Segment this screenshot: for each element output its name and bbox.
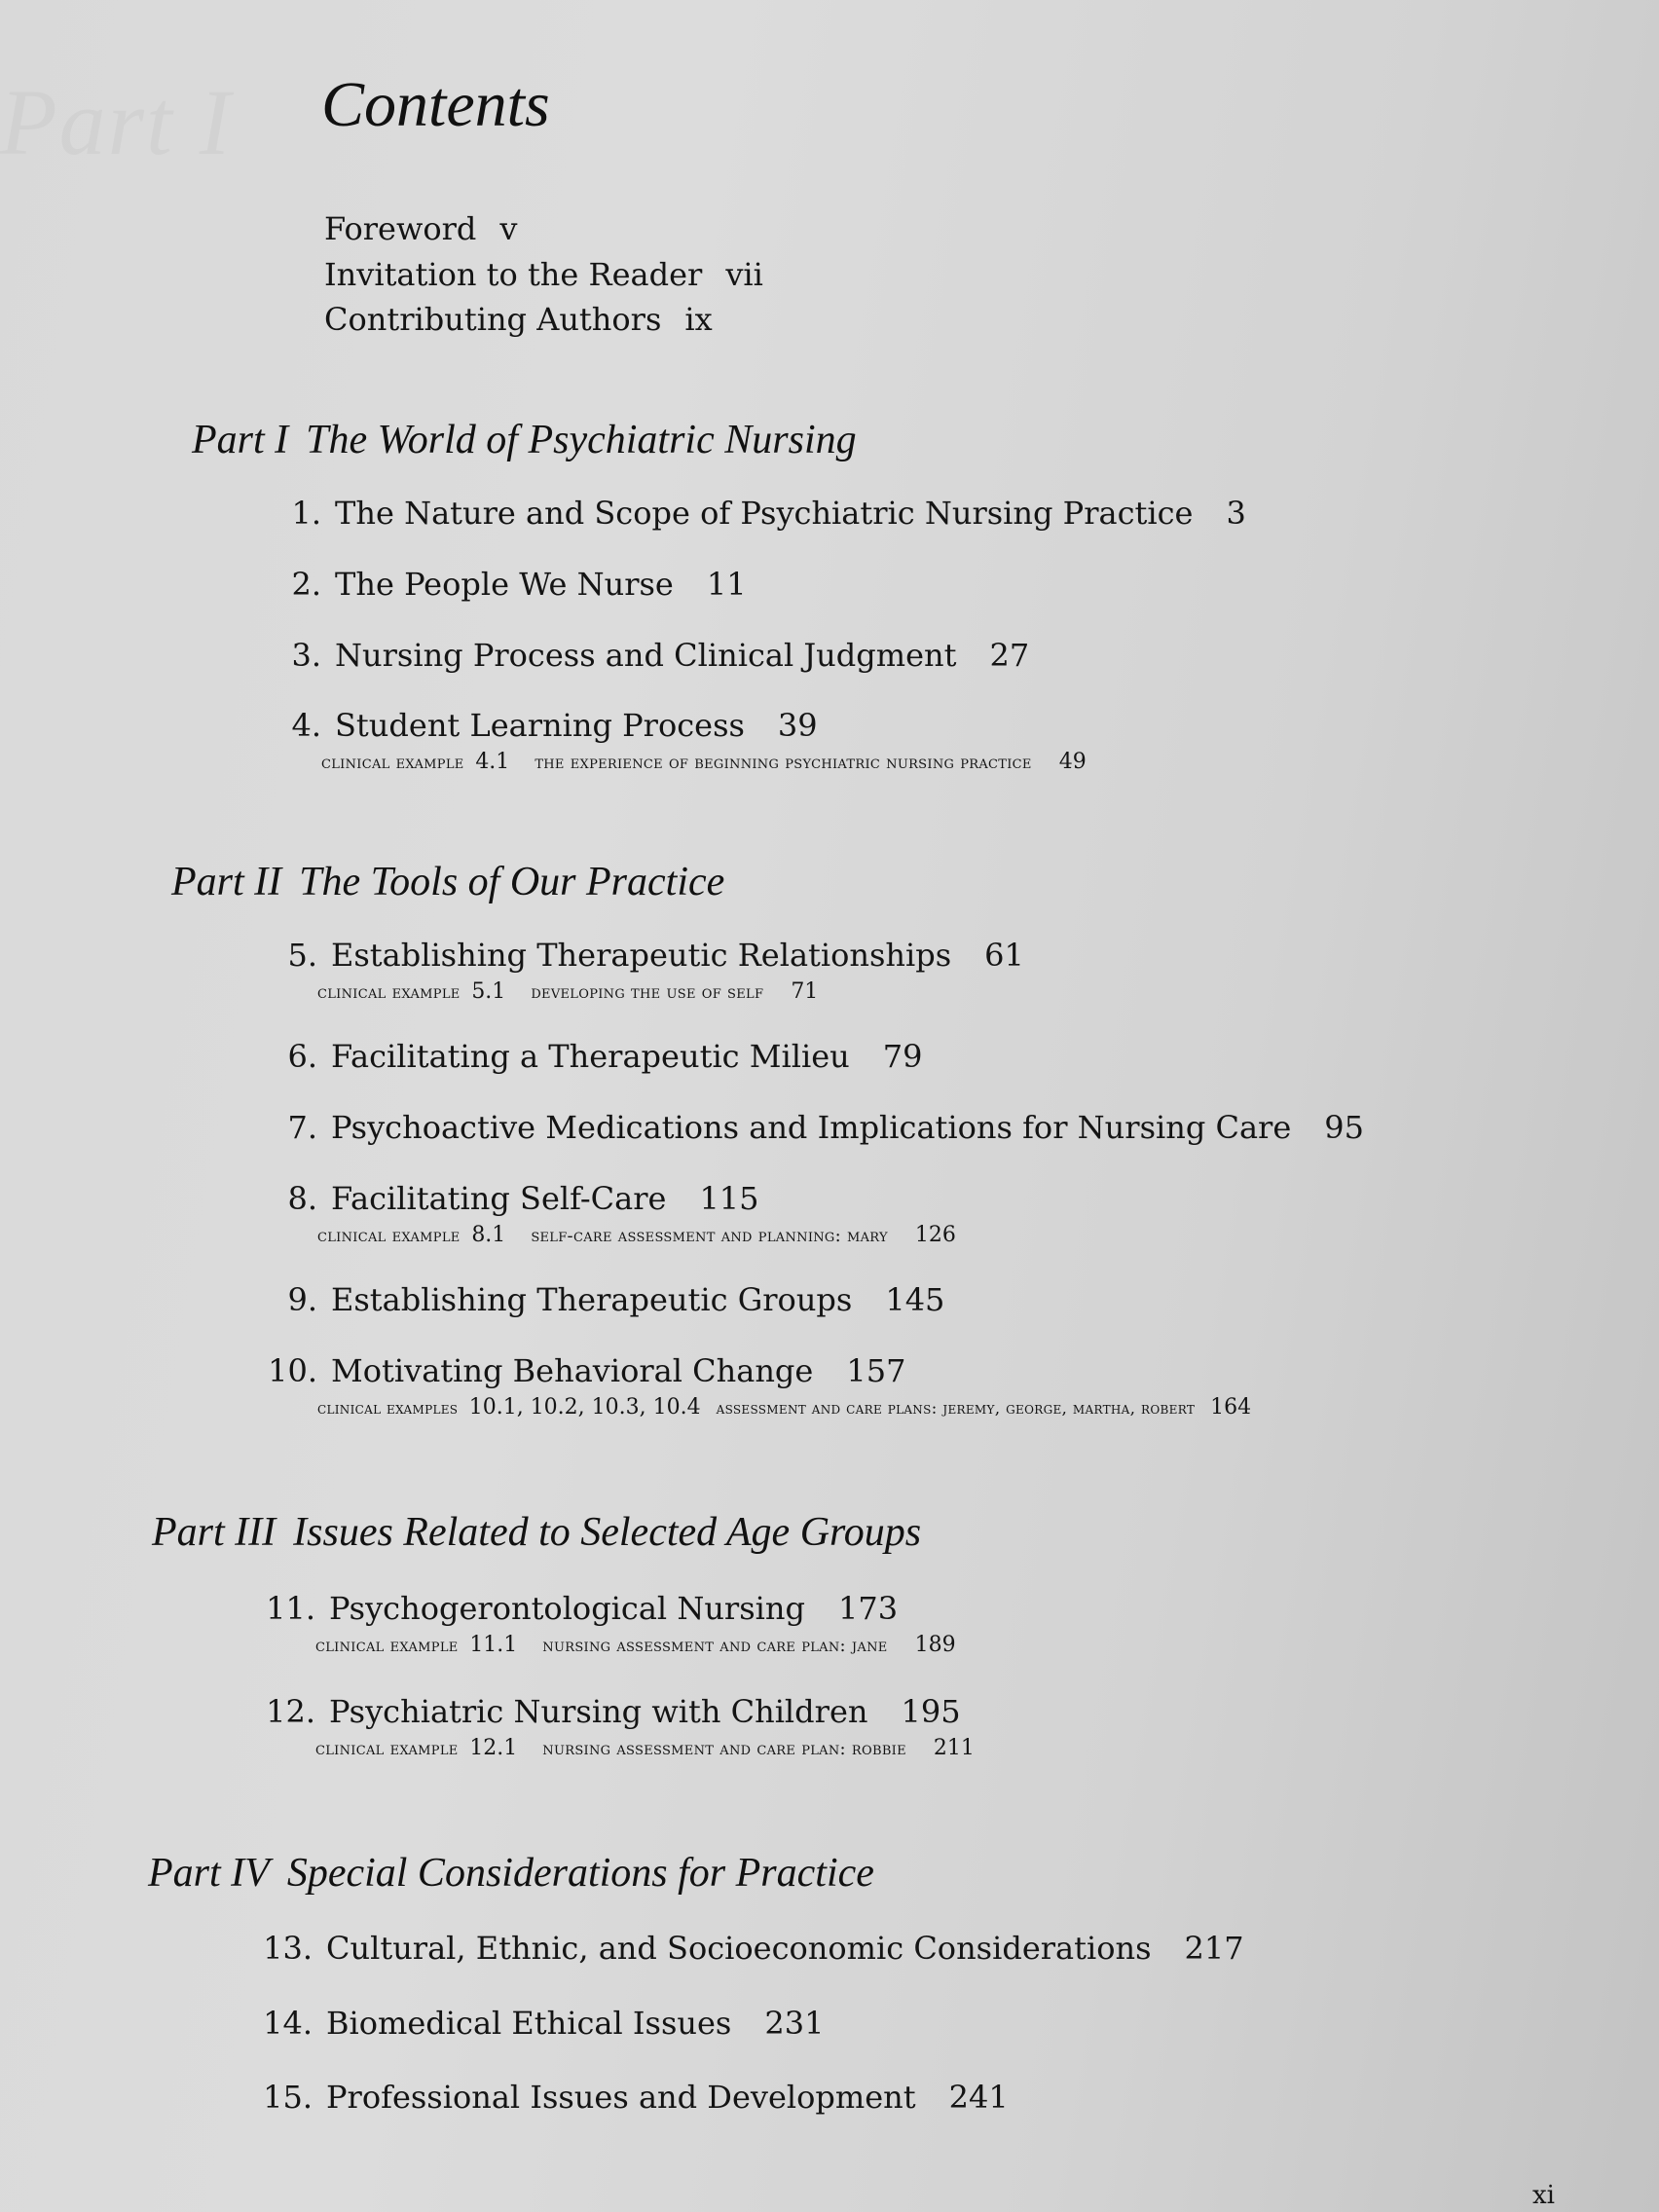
chapter-page: 115 [699, 1180, 759, 1217]
chapter-entry [243, 2079, 1009, 2116]
chapter-entry [246, 1693, 975, 1760]
part-heading [148, 1850, 874, 1897]
chapter-page: 231 [764, 2005, 825, 2042]
clinical-example-label: clinical example [315, 1636, 459, 1656]
clinical-example-label: clinical example [315, 1739, 459, 1759]
chapter-entry [271, 1109, 1364, 1146]
chapter-title: Psychogerontological Nursing [329, 1590, 805, 1627]
chapter-number: 1. [291, 495, 321, 532]
chapter-number: 3. [291, 637, 321, 674]
part-number: Part IV [148, 1851, 270, 1896]
chapter-title: Nursing Process and Clinical Judgment [335, 637, 957, 674]
part-title: Special Considerations for Practice [286, 1851, 874, 1896]
chapter-title: Psychiatric Nursing with Children [329, 1693, 868, 1730]
chapter-title: Psychoactive Medications and Implications for Nursing Care [331, 1109, 1292, 1146]
chapter-page: 157 [846, 1352, 906, 1389]
chapter-page: 79 [882, 1038, 923, 1075]
chapter-entry [275, 495, 1246, 532]
front-matter-item [324, 210, 517, 247]
part-heading [152, 1509, 921, 1556]
chapter-page: 95 [1324, 1109, 1364, 1146]
clinical-example [315, 1736, 975, 1760]
front-matter-label: Foreword [324, 210, 477, 247]
page-title: Contents [321, 69, 550, 140]
chapter-title: Cultural, Ethnic, and Socioeconomic Considerations [326, 1930, 1152, 1967]
chapter-page: 217 [1184, 1930, 1244, 1967]
show-through-text [0, 68, 1346, 176]
chapter-page: 195 [901, 1693, 961, 1730]
chapter-number: 9. [287, 1281, 317, 1318]
clinical-example-page: 211 [933, 1736, 975, 1760]
chapter-number: 10. [268, 1352, 317, 1389]
front-matter-item [324, 301, 713, 338]
chapter-title: The People We Nurse [335, 566, 674, 603]
chapter-number: 6. [287, 1038, 317, 1075]
part-number: Part I [192, 418, 289, 462]
chapter-title: Motivating Behavioral Change [331, 1352, 814, 1389]
clinical-example-number: 5.1 [471, 979, 506, 1004]
clinical-example-number: 8.1 [471, 1223, 506, 1247]
clinical-example [315, 1633, 956, 1657]
chapter-entry [275, 566, 747, 603]
chapter-number: 8. [287, 1180, 317, 1217]
clinical-example-number: 11.1 [469, 1633, 518, 1657]
clinical-example-label: clinical example [317, 982, 461, 1003]
chapter-number: 13. [263, 1930, 313, 1967]
chapter-entry [271, 937, 1024, 1004]
part-heading [171, 859, 724, 905]
part-number: Part II [171, 860, 282, 904]
chapter-page: 39 [777, 707, 818, 744]
chapter-entry [243, 2005, 824, 2042]
front-matter-page: vii [725, 256, 763, 293]
clinical-example-title: assessment and care plans: jeremy, george, martha, robert [716, 1399, 1196, 1419]
clinical-example-page: 49 [1058, 750, 1087, 774]
chapter-page: 61 [984, 937, 1024, 974]
clinical-example-title: nursing assessment and care plan: robbie [542, 1739, 906, 1759]
part-heading [192, 417, 857, 463]
clinical-example-page: 164 [1210, 1395, 1252, 1419]
chapter-entry [271, 1180, 956, 1247]
chapter-entry [275, 707, 1087, 774]
chapter-number: 7. [287, 1109, 317, 1146]
clinical-example-label: clinical example [321, 753, 464, 773]
clinical-example [317, 979, 1024, 1004]
clinical-example [321, 750, 1087, 774]
chapter-title: The Nature and Scope of Psychiatric Nursing Practice [335, 495, 1194, 532]
front-matter-page: ix [684, 301, 713, 338]
clinical-example-number: 12.1 [469, 1736, 518, 1760]
chapter-entry [248, 1281, 944, 1318]
chapter-number: 11. [266, 1590, 315, 1627]
chapter-title: Facilitating a Therapeutic Milieu [331, 1038, 850, 1075]
part-title: Issues Related to Selected Age Groups [293, 1510, 922, 1555]
clinical-example-number: 4.1 [475, 750, 510, 774]
chapter-title: Professional Issues and Development [326, 2079, 916, 2116]
clinical-example [317, 1395, 1251, 1419]
part-title: The Tools of Our Practice [299, 860, 725, 904]
front-matter-item [324, 256, 763, 293]
chapter-page: 241 [948, 2079, 1009, 2116]
clinical-example-title: nursing assessment and care plan: jane [542, 1636, 888, 1656]
chapter-number: 5. [287, 937, 317, 974]
chapter-page: 173 [837, 1590, 899, 1627]
clinical-example-page: 126 [914, 1223, 956, 1247]
chapter-number: 12. [266, 1693, 315, 1730]
clinical-example-label: clinical examples [317, 1399, 459, 1419]
chapter-number: 15. [263, 2079, 313, 2116]
chapter-title: Student Learning Process [335, 707, 745, 744]
chapter-number: 4. [291, 707, 321, 744]
chapter-page: 3 [1226, 495, 1246, 532]
chapter-title: Biomedical Ethical Issues [326, 2005, 732, 2042]
chapter-entry [246, 1590, 956, 1657]
page-folio: xi [1532, 2181, 1555, 2210]
clinical-example-page: 71 [791, 979, 819, 1004]
chapter-entry [243, 1930, 1244, 1967]
part-number: Part III [152, 1510, 276, 1555]
front-matter-label: Invitation to the Reader [324, 256, 703, 293]
chapter-page: 11 [706, 566, 747, 603]
part-title: The World of Psychiatric Nursing [306, 418, 857, 462]
chapter-entry [248, 1352, 1251, 1419]
clinical-example-label: clinical example [317, 1226, 461, 1246]
chapter-title: Establishing Therapeutic Relationships [331, 937, 952, 974]
chapter-page: 145 [885, 1281, 945, 1318]
chapter-number: 2. [291, 566, 321, 603]
clinical-example [317, 1223, 956, 1247]
clinical-example-page: 189 [914, 1633, 956, 1657]
clinical-example-title: the experience of beginning psychiatric nursing practice [535, 753, 1032, 773]
clinical-example-title: developing the use of self [531, 982, 764, 1003]
chapter-entry [275, 637, 1029, 674]
clinical-example-number: 10.1, 10.2, 10.3, 10.4 [468, 1395, 701, 1419]
chapter-entry [271, 1038, 923, 1075]
front-matter-label: Contributing Authors [324, 301, 662, 338]
chapter-number: 14. [263, 2005, 313, 2042]
front-matter-page: v [499, 210, 518, 247]
clinical-example-title: self-care assessment and planning: mary [531, 1226, 888, 1246]
chapter-title: Facilitating Self-Care [331, 1180, 667, 1217]
chapter-title: Establishing Therapeutic Groups [331, 1281, 853, 1318]
chapter-page: 27 [989, 637, 1030, 674]
